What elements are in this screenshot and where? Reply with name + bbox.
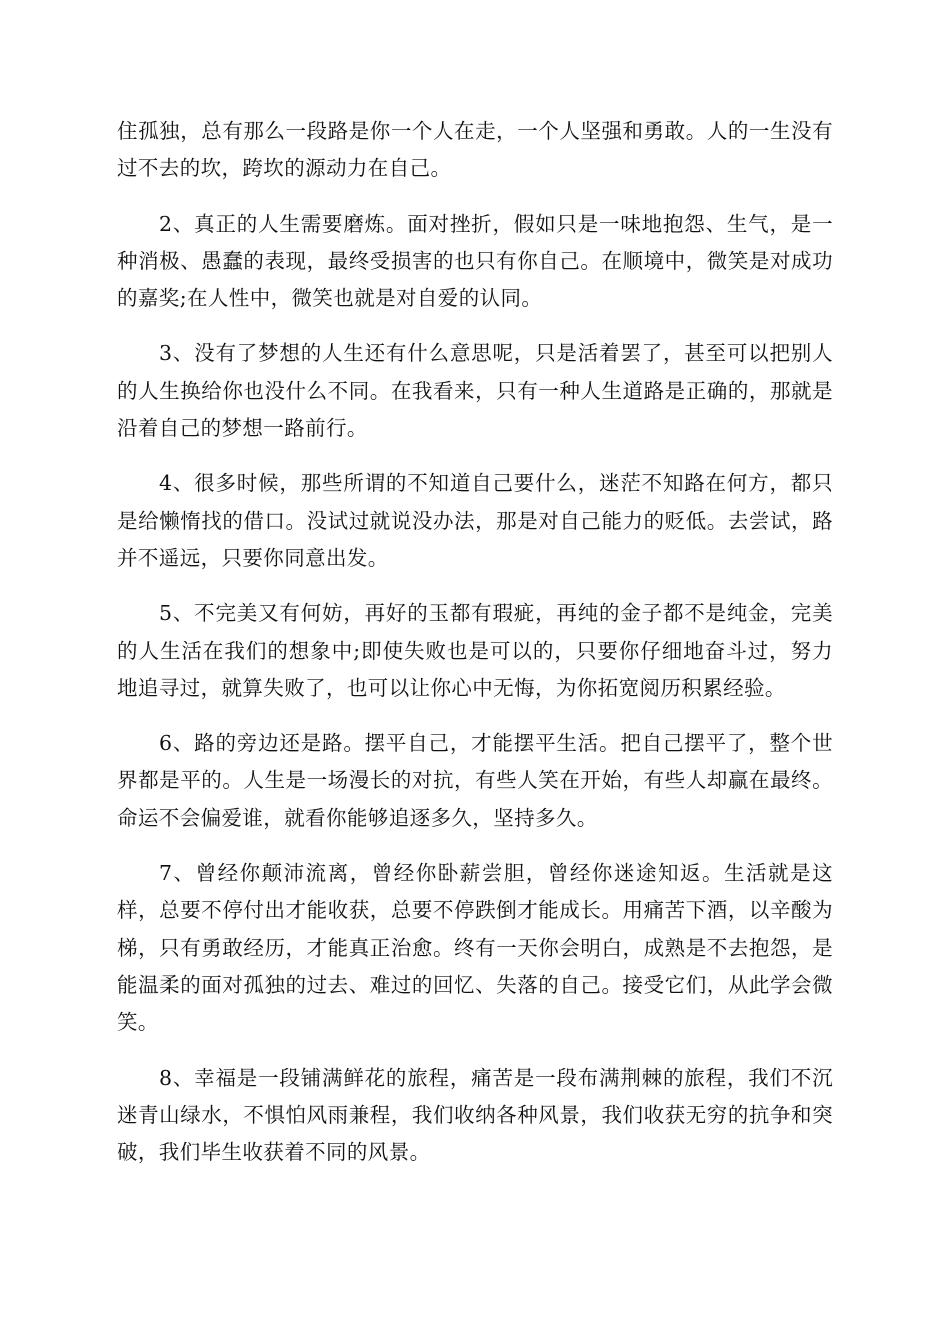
- paragraph-3: 3、没有了梦想的人生还有什么意思呢，只是活着罢了，甚至可以把别人的人生换给你也没什么不同。在我看来，只有一种人生道路是正确的，那就是沿着自己的梦想一路前行。: [117, 341, 833, 441]
- paragraph-4: 4、很多时候，那些所谓的不知道自己要什么，迷茫不知路在何方，都只是给懒惰找的借口。没试过就说没办法，那是对自己能力的贬低。去尝试，路并不遥远，只要你同意出发。: [117, 471, 833, 570]
- paragraph-continued: 住孤独，总有那么一段路是你一个人在走，一个人坚强和勇敢。人的一生没有过不去的坎，跨坎的源动力在自己。: [117, 119, 833, 181]
- paragraph-2: 2、真正的人生需要磨炼。面对挫折，假如只是一味地抱怨、生气，是一种消极、愚蠢的表现，最终受损害的也只有你自己。在顺境中，微笑是对成功的嘉奖;在人性中，微笑也就是对自爱的认同。: [117, 211, 833, 311]
- paragraph-8: 8、幸福是一段铺满鲜花的旅程，痛苦是一段布满荆棘的旅程，我们不沉迷青山绿水，不惧怕风雨兼程，我们收纳各种风景，我们收获无穷的抗争和突破，我们毕生收获着不同的风景。: [117, 1065, 833, 1165]
- paragraph-6: 6、路的旁边还是路。摆平自己，才能摆平生活。把自己摆平了，整个世界都是平的。人生是一场漫长的对抗，有些人笑在开始，有些人却赢在最终。命运不会偏爱谁，就看你能够追逐多久，坚持多久。: [117, 731, 833, 830]
- paragraph-7: 7、曾经你颠沛流离，曾经你卧薪尝胆，曾经你迷途知返。生活就是这样，总要不停付出才能收获，总要不停跌倒才能成长。用痛苦下酒，以辛酸为梯，只有勇敢经历，才能真正治愈。终有一天你会明白，成熟是不去抱怨，是能温柔的面对孤独的过去、难过的回忆、失落的自己。接受它们，从此学会微笑。: [117, 861, 833, 1035]
- paragraph-5: 5、不完美又有何妨，再好的玉都有瑕疵，再纯的金子都不是纯金，完美的人生活在我们的想象中;即使失败也是可以的，只要你仔细地奋斗过，努力地追寻过，就算失败了，也可以让你心中无悔，为你拓宽阅历积累经验。: [117, 601, 833, 700]
